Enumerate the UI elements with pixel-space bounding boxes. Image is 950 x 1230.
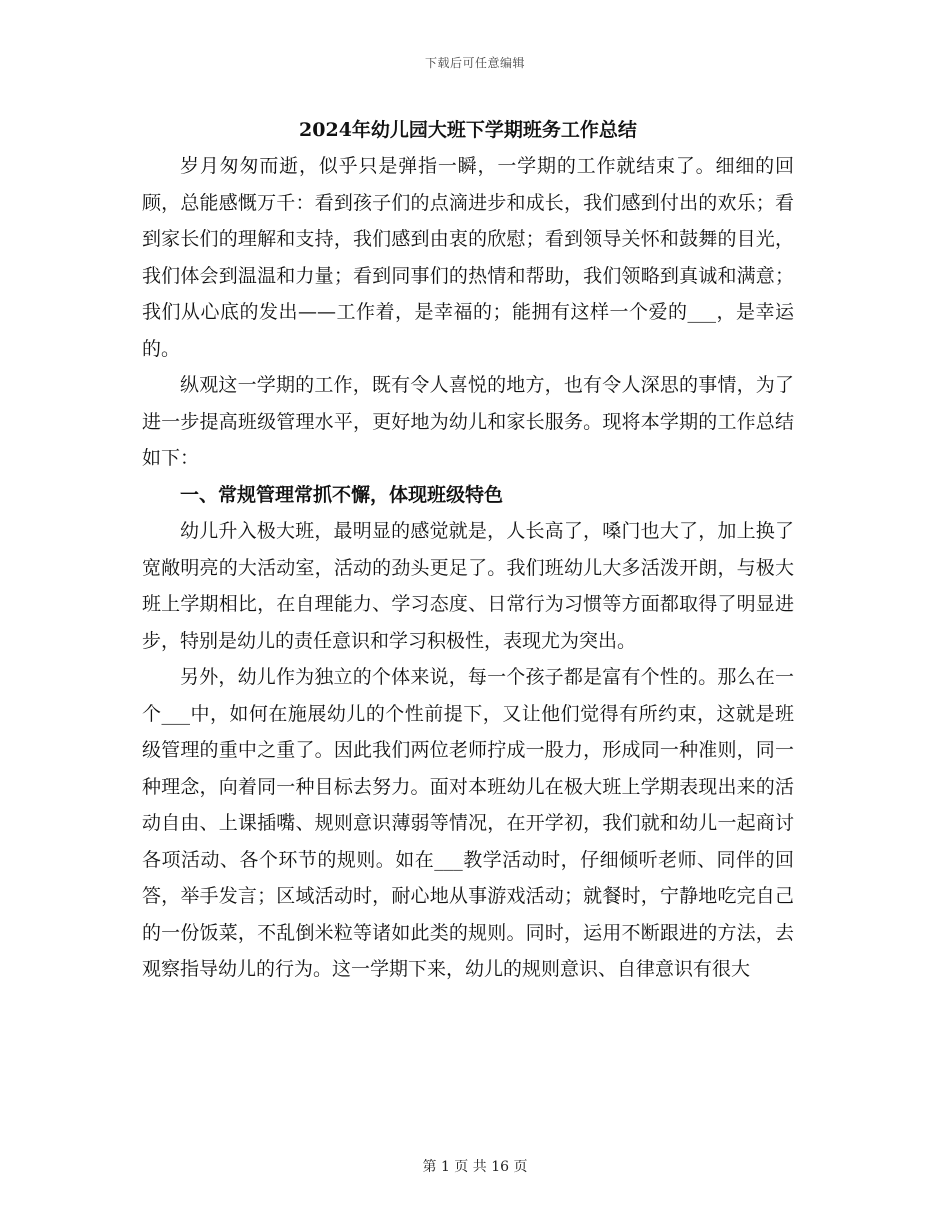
paragraph-intro: 岁月匆匆而逝，似乎只是弹指一瞬，一学期的工作就结束了。细细的回顾，总能感慨万千：看到孩子们的点滴进步和成长，我们感到付出的欢乐；看到家长们的理解和支持，我们感到由衷的欣慰；看到领导关怀和鼓舞的目光，我们体会到温温和力量；看到同事们的热情和帮助，我们领略到真诚和满意；我们从心底的发出——工作着，是幸福的；能拥有这样一个爱的___，是幸运的。	[142, 155, 794, 360]
paragraph-section1-first: 幼儿升入极大班，最明显的感觉就是，人长高了，嗓门也大了，加上换了宽敞明亮的大活动室，活动的劲头更足了。我们班幼儿大多活泼开朗，与极大班上学期相比，在自理能力、学习态度、日常行为习惯等方面都取得了明显进步，特别是幼儿的责任意识和学习积极性，表现尤为突出。	[142, 520, 794, 652]
paragraph-section1-second: 另外，幼儿作为独立的个体来说，每一个孩子都是富有个性的。那么在一个___中，如何在施展幼儿的个性前提下，又让他们觉得有所约束，这就是班级管理的重中之重了。因此我们两位老师拧成一股力，形成同一种准则，同一种理念，向着同一种目标去努力。面对本班幼儿在极大班上学期表现出来的活动自由、上课插嘴、规则意识薄弱等情况，在开学初，我们就和幼儿一起商讨各项活动、各个环节的规则。如在___教学活动时，仔细倾听老师、同伴的回答，举手发言；区域活动时，耐心地从事游戏活动；就餐时，宁静地吃完自己的一份饭菜，不乱倒米粒等诸如此类的规则。同时，运用不断跟进的方法，去观察指导幼儿的行为。这一学期下来，幼儿的规则意识、自律意识有很大	[142, 666, 794, 980]
document-title: 2024年幼儿园大班下学期班务工作总结	[299, 119, 637, 141]
page-header-note: 下载后可任意编辑	[424, 56, 525, 70]
document-body	[142, 112, 794, 988]
page-number-footer: 第 1 页 共 16 页	[422, 1159, 528, 1175]
section-heading-routine-management: 一、常规管理常抓不懈，体现班级特色	[180, 483, 504, 506]
paragraph-overview: 纵观这一学期的工作，既有令人喜悦的地方，也有令人深思的事情，为了进一步提高班级管理水平，更好地为幼儿和家长服务。现将本学期的工作总结如下：	[142, 374, 794, 469]
